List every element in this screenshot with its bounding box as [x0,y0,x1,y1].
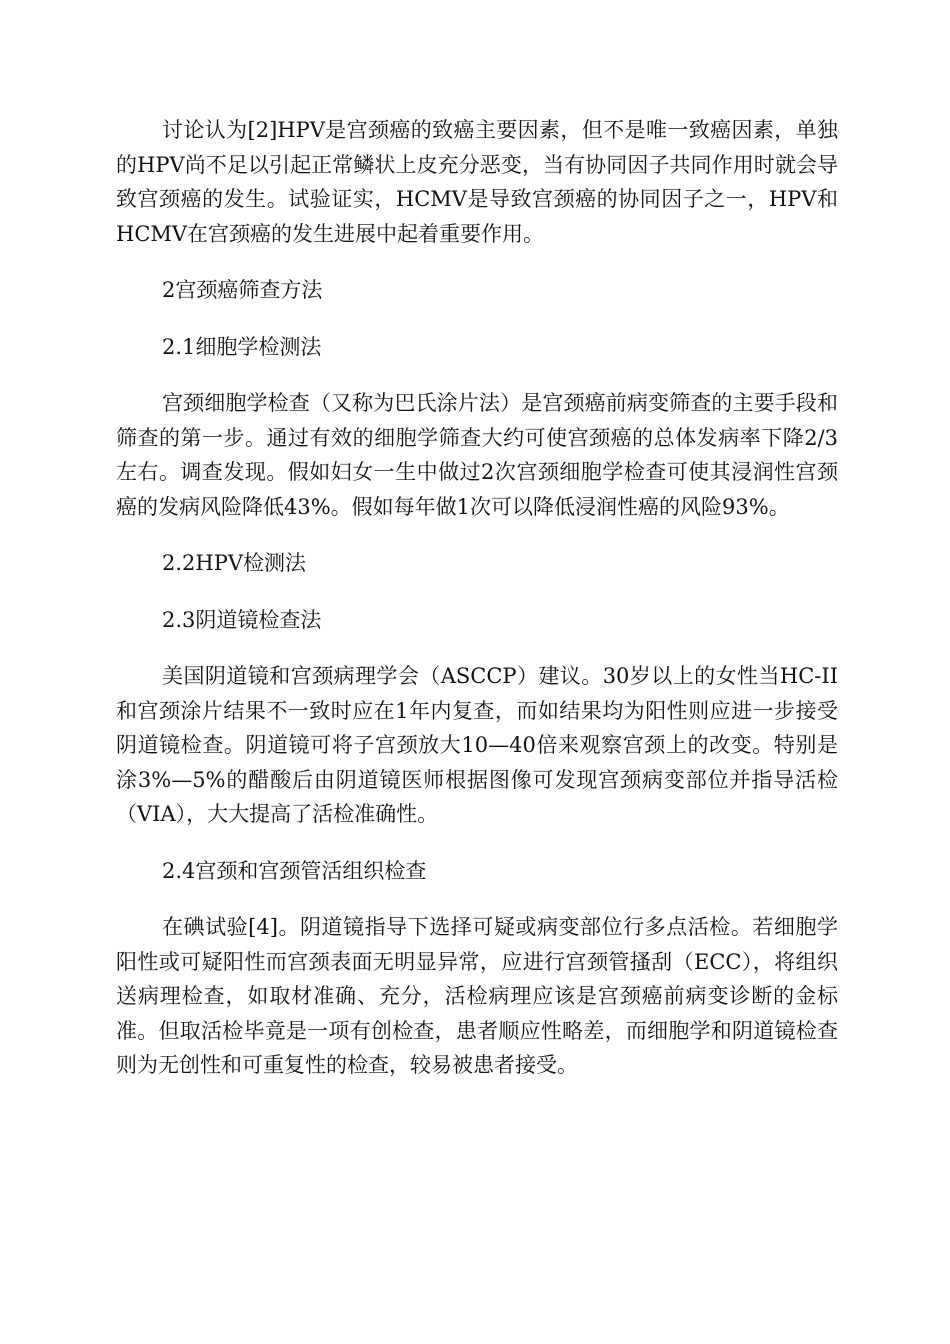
paragraph-cytology: 宫颈细胞学检查（又称为巴氏涂片法）是宫颈癌前病变筛查的主要手段和筛查的第一步。通过有效的细胞学筛查大约可使宫颈癌的总体发病率下降2/3左右。调查发现。假如妇女一生中做过2次宫颈细胞学检查可使其浸润性宫颈癌的发病风险降低43%。假如每年做1次可以降低浸润性癌的风险93%。 [116,391,838,519]
heading-biopsy: 2.4宫颈和宫颈管活组织检查 [162,858,427,883]
paragraph-colposcopy: 美国阴道镜和宫颈病理学会（ASCCP）建议。30岁以上的女性当HC-II和宫颈涂片结果不一致时应在1年内复查，而如结果均为阳性则应进一步接受阴道镜检查。阴道镜可将子宫颈放大10—40倍来观察宫颈上的改变。特别是涂3%—5%的醋酸后由阴道镜医师根据图像可发现宫颈病变部位并指导活检（VIA），大大提高了活检准确性。 [116,664,838,826]
heading-cytology: 2.1细胞学检测法 [162,334,322,359]
document-page [116,113,838,1083]
heading-hpv-test: 2.2HPV检测法 [162,551,307,575]
heading-colposcopy: 2.3阴道镜检查法 [162,607,322,632]
heading-screening-methods: 2宫颈癌筛查方法 [162,278,323,302]
paragraph-biopsy: 在碘试验[4]。阴道镜指导下选择可疑或病变部位行多点活检。若细胞学阳性或可疑阳性而宫颈表面无明显异常，应进行宫颈管搔刮（ECC），将组织送病理检查，如取材准确、充分，活检病理应该是宫颈癌前病变诊断的金标准。但取活检毕竟是一项有创检查，患者顺应性略差，而细胞学和阴道镜检查则为无创性和可重复性的检查，较易被患者接受。 [116,915,838,1077]
paragraph-hpv-discussion: 讨论认为[2]HPV是宫颈癌的致癌主要因素，但不是唯一致癌因素，单独的HPV尚不足以引起正常鳞状上皮充分恶变，当有协同因子共同作用时就会导致宫颈癌的发生。试验证实，HCMV是导致宫颈癌的协同因子之一，HPV和HCMV在宫颈癌的发生进展中起着重要作用。 [116,118,838,246]
